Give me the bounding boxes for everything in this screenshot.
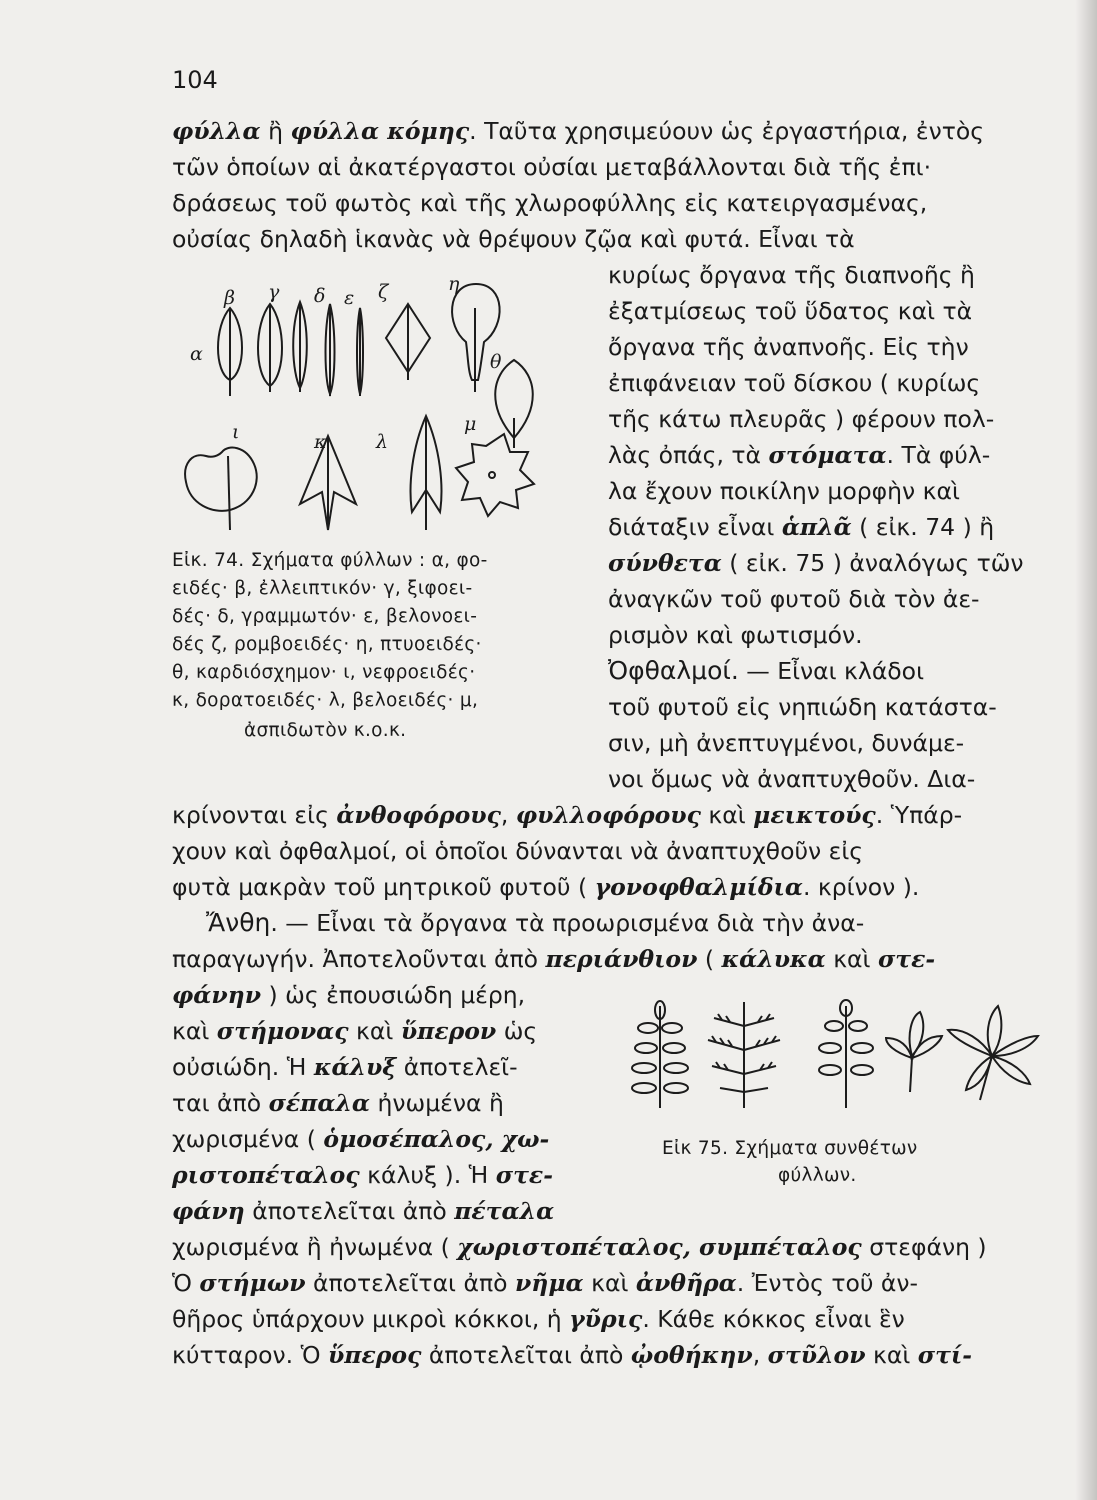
italic-term: γονοφθαλμίδια: [594, 873, 803, 901]
fig-label: η: [448, 273, 460, 295]
italic-term: φάνην: [172, 981, 262, 1009]
leaf-trifoliate-4: [886, 1012, 942, 1092]
fig-label: β: [224, 287, 235, 309]
leaf-cordate-th: [495, 360, 533, 448]
fig-label: κ: [314, 431, 327, 453]
text-line: φυτὰ μακρὰν τοῦ μητρικοῦ φυτοῦ ( γονοφθαλμίδια. κρίνον ).: [172, 873, 920, 901]
leaf-ensiform-g: [293, 302, 307, 392]
leaf-hastate-k: [300, 436, 356, 530]
text-line: δράσεως τοῦ φωτὸς καὶ τῆς χλωροφύλλης εἰς κατειργασμένας,: [172, 189, 928, 217]
text-line: σύνθετα ( εἰκ. 75 ) ἀναλόγως τῶν: [608, 549, 1024, 577]
italic-term: στῦλον: [767, 1341, 866, 1369]
text-line: τῆς κάτω πλευρᾶς ) φέρουν πολ-: [608, 405, 995, 433]
text-line: τῶν ὁποίων αἱ ἀκατέργαστοι οὐσίαι μεταβάλλονται διὰ τῆς ἐπι·: [172, 153, 932, 181]
italic-term: σύνθετα: [608, 549, 722, 577]
text-line: χουν καὶ ὀφθαλμοί, οἱ ὁποῖοι δύνανται νὰ ἀναπτυχθοῦν εἰς: [172, 837, 864, 865]
italic-term: φυλλοφόρους: [515, 801, 701, 829]
section-heading: Ὀφθαλμοί.: [608, 656, 739, 685]
italic-term: στε-: [877, 945, 936, 973]
italic-term: ἀνθοφόρους: [336, 801, 501, 829]
italic-term: φύλλα: [172, 117, 261, 145]
italic-term: ὁμοσέπαλος, χω-: [323, 1125, 550, 1153]
italic-term: περιάνθιον: [545, 945, 698, 973]
leaf-linear-d: [326, 304, 335, 396]
italic-term: χωριστοπέταλος, συμπέταλος: [457, 1233, 862, 1261]
italic-term: κάλυξ: [313, 1053, 397, 1081]
italic-term: κάλυκα: [721, 945, 826, 973]
figure-74-caption-line: δές· δ, γραμμωτόν· ε, βελονοει-: [172, 606, 478, 627]
fig-label: μ: [464, 413, 477, 435]
italic-term: φύλλα κόμης: [290, 117, 470, 145]
section-heading: Ἄνθη: [206, 908, 271, 937]
leaf-bipinnate-2: [708, 1002, 780, 1108]
fig-label: δ: [314, 285, 326, 307]
section-heading-line: Ἄνθη. — Εἶναι τὰ ὄργανα τὰ προωρισμένα διὰ τὴν ἀνα-: [206, 908, 865, 937]
fig-label: γ: [268, 281, 280, 303]
leaf-reniform-i: [185, 448, 257, 530]
text-line: θῆρος ὑπάρχουν μικροὶ κόκκοι, ἡ γῦρις. Κάθε κόκκος εἶναι ἓν: [172, 1305, 905, 1333]
italic-term: ᾠοθήκην: [630, 1341, 753, 1369]
italic-term: ὕπερον: [400, 1017, 497, 1045]
text-line: ὄργανα τῆς ἀναπνοῆς. Εἰς τὴν: [608, 333, 969, 361]
leaf-ovate-a: [218, 308, 242, 396]
italic-term: στήμονας: [216, 1017, 349, 1045]
text-line: οὐσιώδη. Ἡ κάλυξ ἀποτελεῖ-: [172, 1053, 518, 1081]
figure-74-caption-line: κ, δορατοειδές· λ, βελοειδές· μ,: [172, 690, 479, 711]
italic-term: ριστοπέταλος: [172, 1161, 360, 1189]
figure-74-caption-line: θ, καρδιόσχημον· ι, νεφροειδές·: [172, 662, 476, 683]
text-line: τοῦ φυτοῦ εἰς νηπιώδη κατάστα-: [608, 693, 997, 721]
text-line: ται ἀπὸ σέπαλα ἠνωμένα ἢ: [172, 1089, 504, 1117]
fig-label: λ: [376, 431, 389, 453]
leaf-rhombic-z: [386, 304, 430, 380]
text-line: κρίνονται εἰς ἀνθοφόρους, φυλλοφόρους καὶ μεικτούς. Ὑπάρ-: [172, 801, 963, 829]
figure-74-caption-line: ἀσπιδωτὸν κ.ο.κ.: [244, 720, 407, 741]
figure-75-caption-line: φύλλων.: [778, 1165, 857, 1186]
leaf-elliptic-b: [258, 304, 282, 392]
italic-term: ἁπλᾶ: [781, 513, 852, 541]
italic-term: πέταλα: [454, 1197, 555, 1225]
italic-term: μεικτούς: [753, 801, 876, 829]
text-line: χωρισμένα ( ὁμοσέπαλος, χω-: [172, 1125, 550, 1153]
text-line: Ὁ στήμων ἀποτελεῖται ἀπὸ νῆμα καὶ ἀνθῆρα. Ἐντὸς τοῦ ἀν-: [172, 1269, 919, 1297]
italic-term: ἀνθῆρα: [635, 1269, 737, 1297]
text-line: κύτταρον. Ὁ ὕπερος ἀποτελεῖται ἀπὸ ᾠοθήκην, στῦλον καὶ στί-: [172, 1341, 973, 1369]
leaf-palmate-5: [948, 1006, 1038, 1100]
fig-label: ε: [344, 287, 355, 309]
text-line: ἐξατμίσεως τοῦ ὕδατος καὶ τὰ: [608, 297, 973, 325]
figure-74-caption-line: Εἰκ. 74. Σχήματα φύλλων : α, φο-: [172, 550, 488, 571]
fig-label: α: [190, 343, 203, 365]
italic-term: σέπαλα: [268, 1089, 371, 1117]
leaf-spatulate-h: [452, 284, 500, 392]
text-line: ἀναγκῶν τοῦ φυτοῦ διὰ τὸν ἀε-: [608, 585, 980, 613]
leaf-peltate-m: [456, 434, 534, 516]
figure-75-compound-leaves: [624, 996, 1044, 1116]
italic-term: στήμων: [199, 1269, 306, 1297]
text-line: φάνη ἀποτελεῖται ἀπὸ πέταλα: [172, 1197, 555, 1225]
text-line: λα ἔχουν ποικίλην μορφὴν καὶ: [608, 477, 960, 505]
text-line: κυρίως ὄργανα τῆς διαπνοῆς ἢ: [608, 261, 975, 289]
italic-term: στόματα: [768, 441, 887, 469]
italic-term: στί-: [917, 1341, 973, 1369]
fig-label: ι: [232, 421, 240, 443]
italic-term: στε-: [495, 1161, 553, 1189]
leaf-pinnate-1: [632, 1001, 688, 1108]
page-edge-shadow: [1075, 0, 1097, 1500]
fig-label: θ: [490, 351, 502, 373]
text-line: φάνην ) ὡς ἐπουσιώδη μέρη,: [172, 981, 526, 1009]
text-line: καὶ στήμονας καὶ ὕπερον ὡς: [172, 1017, 538, 1045]
figure-74-leaf-shapes: [168, 268, 568, 536]
text-line: νοι ὅμως νὰ ἀναπτυχθοῦν. Δια-: [608, 765, 976, 793]
leaf-acicular-e: [357, 308, 363, 396]
page-number: 104: [172, 66, 218, 94]
figure-74-caption-line: ειδές· β, ἐλλειπτικόν· γ, ξιφοει-: [172, 578, 473, 599]
italic-term: φάνη: [172, 1197, 245, 1225]
text-line: ριστοπέταλος κάλυξ ). Ἡ στε-: [172, 1161, 553, 1189]
italic-term: γῦρις: [569, 1305, 643, 1333]
text-line: ρισμὸν καὶ φωτισμόν.: [608, 621, 863, 649]
figure-75-caption-line: Εἰκ 75. Σχήματα συνθέτων: [662, 1138, 918, 1159]
figure-74-caption-line: δές ζ, ρομβοειδές· η, πτυοειδές·: [172, 634, 482, 655]
italic-term: νῆμα: [514, 1269, 584, 1297]
italic-term: ὕπερος: [328, 1341, 422, 1369]
text-line: σιν, μὴ ἀνεπτυγμένοι, δυνάμε-: [608, 729, 965, 757]
text-line: ἐπιφάνειαν τοῦ δίσκου ( κυρίως: [608, 369, 981, 397]
fig-label: ζ: [378, 281, 389, 303]
text-line: χωρισμένα ἢ ἠνωμένα ( χωριστοπέταλος, συμπέταλος στεφάνη ): [172, 1233, 987, 1261]
leaf-pinnate-3: [819, 1000, 873, 1108]
text-line: διάταξιν εἶναι ἁπλᾶ ( εἰκ. 74 ) ἢ: [608, 513, 995, 541]
text-line: οὐσίας δηλαδὴ ἱκανὰς νὰ θρέψουν ζῷα καὶ φυτά. Εἶναι τὰ: [172, 225, 855, 253]
leaf-sagittate-l: [411, 416, 442, 530]
text-line: φύλλα ἢ φύλλα κόμης. Ταῦτα χρησιμεύουν ὡς ἐργαστήρια, ἐντὸς: [172, 117, 985, 145]
section-heading-line: Ὀφθαλμοί. — Εἶναι κλάδοι: [608, 656, 925, 685]
text-line: λὰς ὀπάς, τὰ στόματα. Τὰ φύλ-: [608, 441, 991, 469]
text-line: παραγωγήν. Ἀποτελοῦνται ἀπὸ περιάνθιον ( κάλυκα καὶ στε-: [172, 945, 936, 973]
